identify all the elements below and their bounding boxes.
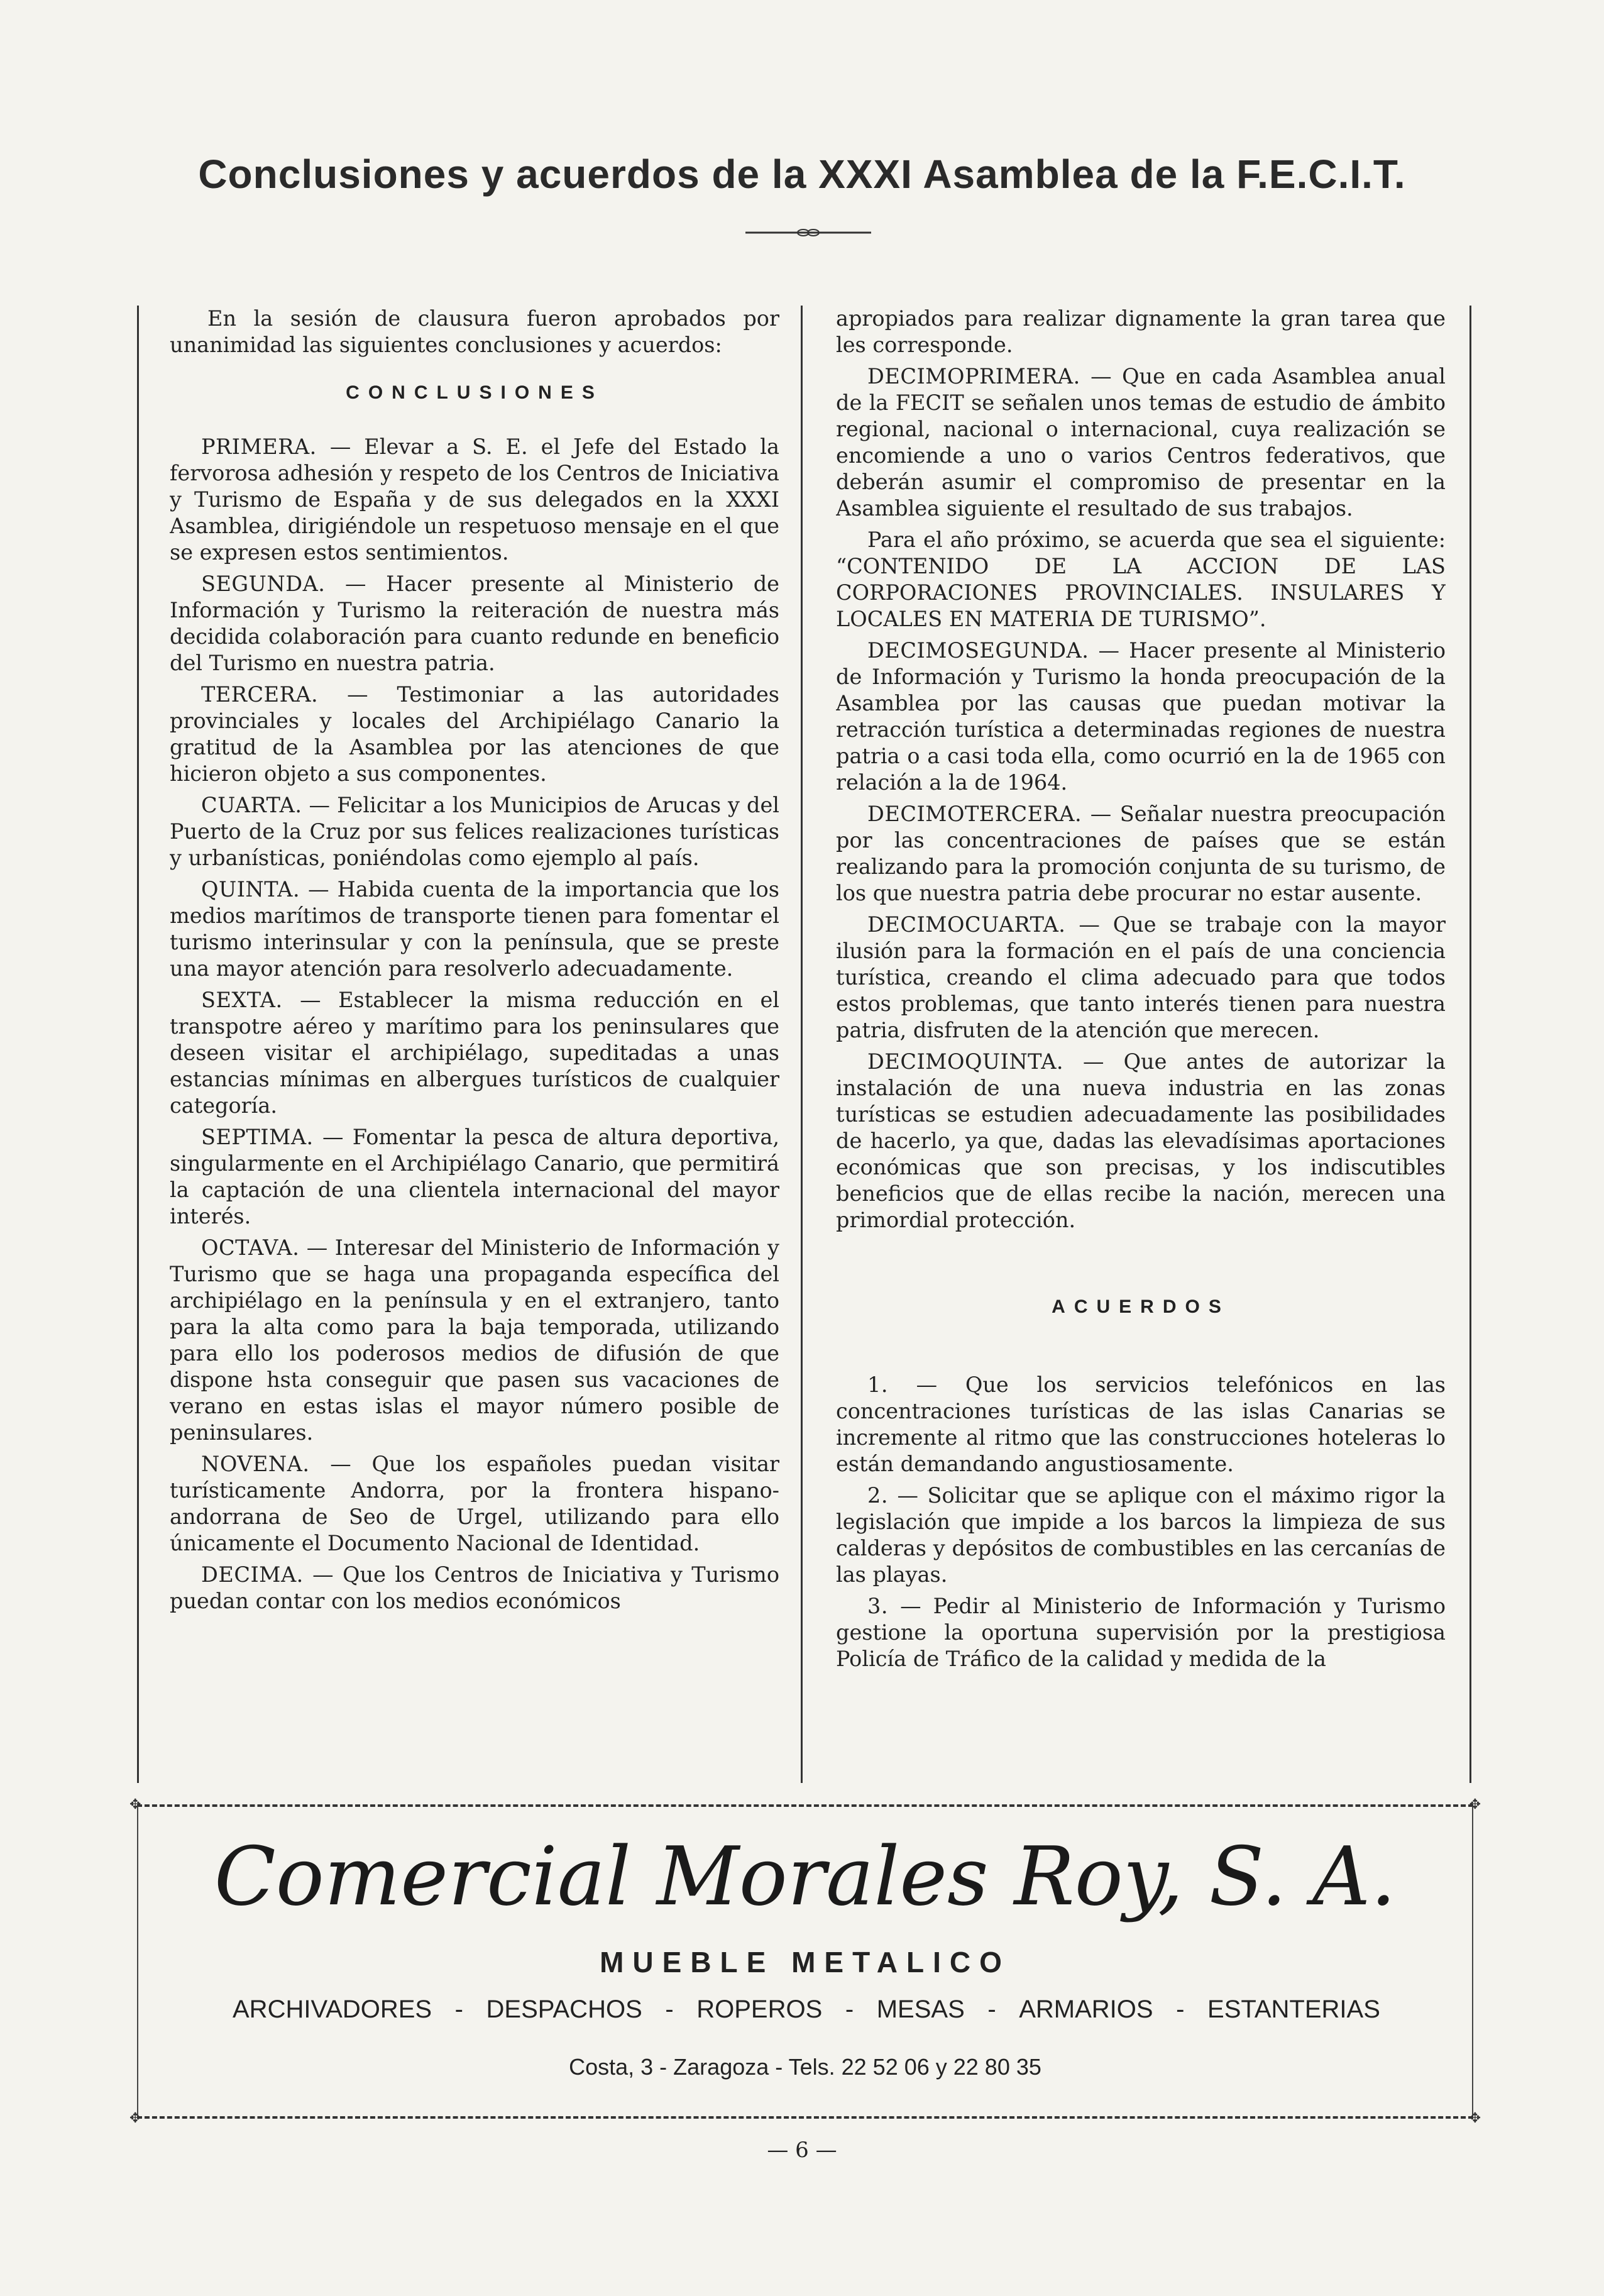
acuerdos-item-lead: 1. — [867, 1372, 888, 1397]
continuation-paragraph: apropiados para realizar dignamente la gran tarea que les corresponde. — [836, 306, 1446, 357]
conclusiones_right-item — [836, 527, 1446, 632]
conclusiones-item-text: — Que los Centros de Iniciativa y Turismo puedan contar con los medios económicos — [170, 1562, 779, 1613]
conclusiones_right-item-text: — Señalar nuestra preocupación por las concentraciones de países que se están realizando para la promoción conjunta de su turismo, de los que nuestra patria debe procurar no estar ausente. — [836, 802, 1446, 905]
conclusiones_right-item-lead: DECIMOTERCERA. — [867, 802, 1082, 826]
conclusiones-item-lead: SEPTIMA. — [201, 1125, 314, 1149]
ad-item: MESAS — [876, 1995, 965, 2023]
acuerdos-item-text: — Que los servicios telefónicos en las concentraciones turísticas de las islas Canarias se incremente al ritmo que las construcciones hoteleras lo están demandando angustiosamente. — [836, 1372, 1446, 1476]
conclusiones-list — [170, 434, 779, 1614]
ad-item-separator: - — [454, 1995, 463, 2023]
conclusiones-item — [170, 682, 779, 787]
ad-company-name: Comercial Morales Roy, S. A. — [214, 1830, 1397, 1924]
conclusiones-item — [170, 876, 779, 982]
title-ornament — [745, 226, 871, 239]
conclusiones_right-item — [836, 1049, 1446, 1234]
ad-item-separator: - — [1176, 1995, 1185, 2023]
conclusiones_right-item-lead: DECIMOSEGUNDA. — [867, 638, 1089, 663]
conclusiones-item-lead: SEGUNDA. — [201, 571, 326, 596]
acuerdos-item-text: — Solicitar que se aplique con el máximo rigor la legislación que impide a los barcos la limpieza de sus calderas y depósitos de combustibles en las cercanías de las playas. — [836, 1483, 1446, 1587]
conclusiones-item — [170, 571, 779, 676]
acuerdos-list — [836, 1372, 1446, 1672]
conclusiones_right-item-text: Para el año próximo, se acuerda que sea el siguiente: “CONTENIDO DE LA ACCION DE LAS CORPORACIONES PROVINCIALES. INSULARES Y LOCALES EN MATERIA DE TURISMO”. — [836, 527, 1446, 631]
conclusiones-item-lead: NOVENA. — [201, 1452, 310, 1476]
conclusiones_right-item — [836, 363, 1446, 522]
conclusiones-heading: CONCLUSIONES — [346, 382, 603, 403]
acuerdos-item — [836, 1593, 1446, 1672]
conclusiones-item-text: — Elevar a S. E. el Jefe del Estado la fervorosa adhesión y respeto de los Centros de Iniciativa y Turismo de España y de sus delegados en la XXXI Asamblea, dirigiéndole un respetuoso mensaje en el que se expresen estos sentimientos. — [170, 434, 779, 565]
conclusiones-item-text: — Que los españoles puedan visitar turísticamente Andorra, por la frontera hispano-andorrana de Seo de Urgel, utilizando para ello únicamente el Documento Nacional de Identidad. — [170, 1452, 779, 1555]
conclusiones-item-text: — Fomentar la pesca de altura deportiva, singularmente en el Archipiélago Canario, que permitirá la captación de una clientela internacional del mayor interés. — [170, 1125, 779, 1228]
ad-item: ESTANTERIAS — [1207, 1995, 1380, 2023]
conclusiones-item — [170, 792, 779, 871]
ad-item: DESPACHOS — [486, 1995, 642, 2023]
intro-paragraph: En la sesión de clausura fueron aprobados por unanimidad las siguientes conclusiones y acuerdos: — [170, 306, 779, 357]
conclusiones-item-text: — Establecer la misma reducción en el transpotre aéreo y marítimo para los peninsulares que deseen visitar el archipiélago, supeditadas a unas estancias mínimas en albergues turísticos de cualquier categoría. — [170, 988, 779, 1118]
ornament-icon: ✥ — [1469, 2111, 1481, 2126]
conclusiones-item-lead: CUARTA. — [201, 793, 302, 817]
conclusiones_right-item-lead: DECIMOPRIMERA. — [867, 364, 1080, 389]
conclusiones_right-item-text: — Que en cada Asamblea anual de la FECIT se señalen unos temas de estudio de ámbito regional, nacional o internacional, cuya realización se encomiende a uno o varios Centros federativos, que deberán asumir el compromiso de presentar en la Asamblea siguiente el resultado de sus trabajos. — [836, 364, 1446, 521]
acuerdos-item-text: — Pedir al Ministerio de Información y Turismo gestione la oportuna supervisión por la prestigiosa Policía de Tráfico de la calidad y medida de la — [836, 1594, 1446, 1671]
acuerdos-item — [836, 1482, 1446, 1588]
advertisement — [129, 1797, 1481, 2126]
ad-item-separator: - — [665, 1995, 674, 2023]
left-column — [170, 306, 779, 1782]
conclusiones-item-lead: SEXTA. — [201, 988, 283, 1012]
conclusiones-item-text: — Hacer presente al Ministerio de Información y Turismo la reiteración de nuestra más decidida colaboración para cuanto redunde en beneficio del Turismo en nuestra patria. — [170, 571, 779, 675]
ad-product-list — [233, 1995, 1380, 2024]
conclusiones-list-continued — [836, 363, 1446, 1234]
conclusiones_right-item-lead: DECIMOQUINTA. — [867, 1049, 1064, 1074]
left-column-rule — [137, 306, 139, 1783]
page-number: — 6 — — [767, 2138, 837, 2163]
conclusiones_right-item-text: — Hacer presente al Ministerio de Información y Turismo la honda preocupación de la Asamblea por las causas que puedan motivar la retracción turística a determinadas regiones de nuestra patria o a casi toda ella, como ocurrió en la de 1965 con relación a la de 1964. — [836, 638, 1446, 795]
conclusiones-item — [170, 1124, 779, 1230]
ornament-icon: ✥ — [129, 2111, 141, 2126]
conclusiones-item-text: — Testimoniar a las autoridades provinciales y locales del Archipiélago Canario la gratitud de la Asamblea por las atenciones de que hicieron objeto a sus componentes. — [170, 682, 779, 786]
ad-address: Costa, 3 - Zaragoza - Tels. 22 52 06 y 22 80 35 — [569, 2054, 1041, 2080]
conclusiones-item-text: — Felicitar a los Municipios de Arucas y del Puerto de la Cruz por sus felices realizaciones turísticas y urbanísticas, poniéndolas como ejemplo al país. — [170, 793, 779, 870]
conclusiones-item-lead: OCTAVA. — [201, 1235, 300, 1260]
ad-item-separator: - — [987, 1995, 996, 2023]
conclusiones-item — [170, 1562, 779, 1614]
acuerdos-item-lead: 3. — [867, 1594, 888, 1618]
ad-item: ROPEROS — [696, 1995, 823, 2023]
conclusiones-item-lead: DECIMA. — [201, 1562, 304, 1587]
conclusiones_right-item — [836, 912, 1446, 1044]
conclusiones-item-text: — Interesar del Ministerio de Información y Turismo que se haga una propaganda específica del archipiélago en la península y en el extranjero, tanto para la alta como para la baja temporada, utilizando para ello los poderosos medios de difusión de que dispone hsta conseguir que pasen sus vacaciones de verano en estas islas el mayor número posible de peninsulares. — [170, 1235, 779, 1445]
right-column — [836, 306, 1446, 1782]
conclusiones-item-lead: TERCERA. — [201, 682, 319, 707]
center-column-rule — [801, 306, 803, 1783]
ornament-icon: ✥ — [129, 1797, 141, 1813]
ad-item: ARMARIOS — [1019, 1995, 1153, 2023]
conclusiones-item-lead: PRIMERA. — [201, 434, 317, 459]
acuerdos-item — [836, 1372, 1446, 1477]
conclusiones_right-item-lead: DECIMOCUARTA. — [867, 912, 1066, 937]
conclusiones-item — [170, 434, 779, 566]
right-column-rule — [1469, 306, 1471, 1783]
acuerdos-heading: ACUERDOS — [1052, 1296, 1230, 1317]
conclusiones-item-lead: QUINTA. — [201, 877, 300, 902]
page-title: Conclusiones y acuerdos de la XXXI Asamblea de la F.E.C.I.T. — [198, 152, 1406, 197]
conclusiones-item — [170, 987, 779, 1119]
conclusiones_right-item-text: — Que se trabaje con la mayor ilusión para la formación en el país de una conciencia turística, creando el clima adecuado para que todos estos problemas, que tanto interés tienen para nuestra patria, disfruten de la atención que merecen. — [836, 912, 1446, 1042]
ad-item: ARCHIVADORES — [233, 1995, 432, 2023]
conclusiones-item — [170, 1235, 779, 1446]
conclusiones_right-item — [836, 801, 1446, 907]
ad-product-line: MUEBLE METALICO — [600, 1946, 1011, 1979]
ad-item-separator: - — [845, 1995, 854, 2023]
conclusiones-item — [170, 1451, 779, 1557]
acuerdos-item-lead: 2. — [867, 1483, 888, 1508]
conclusiones-item-text: — Habida cuenta de la importancia que los medios marítimos de transporte tienen para fomentar el turismo interinsular y con la península, que se preste una mayor atención para resolverlo adecuadamente. — [170, 877, 779, 981]
conclusiones_right-item-text: — Que antes de autorizar la instalación de una nueva industria en las zonas turísticas se estudien adecuadamente las posibilidades de hacerlo, ya que, dadas las elevadísimas aportaciones económicas que son precisas, y los indiscutibles beneficios que de ellas recibe la nación, merecen una primordial protección. — [836, 1049, 1446, 1232]
ornament-icon: ✥ — [1469, 1797, 1481, 1813]
conclusiones_right-item — [836, 637, 1446, 796]
